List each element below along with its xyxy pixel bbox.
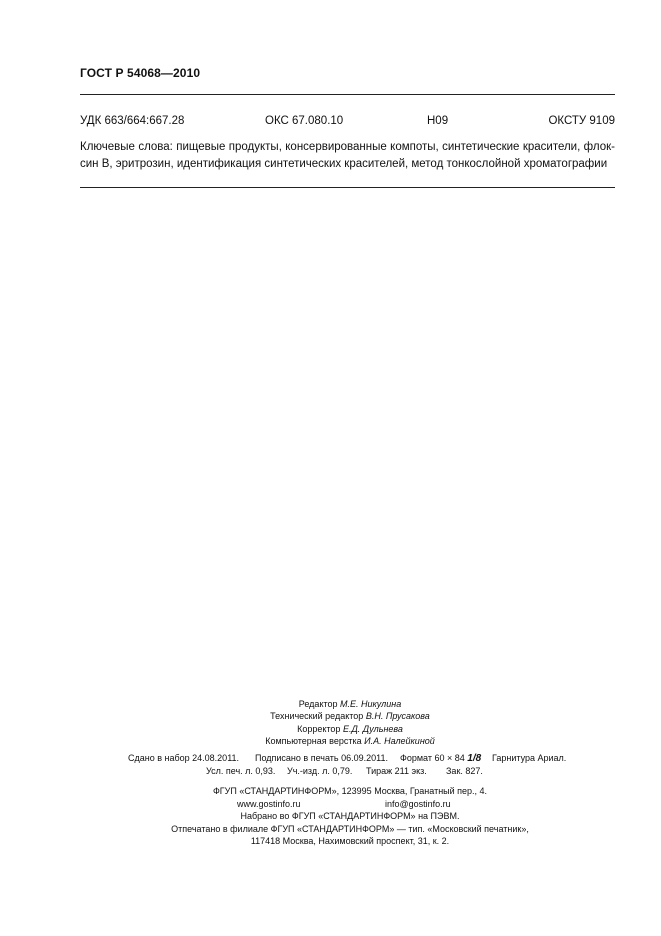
credit-role: Компьютерная верстка [265,735,362,746]
credit-role: Технический редактор [270,711,364,722]
sent-date: Сдано в набор 24.08.2011. [128,753,240,763]
publication-row-2 [80,765,615,778]
print-sheets: Усл. печ. л. 0,93. [206,766,276,776]
typeface: Гарнитура Ариал. [492,753,567,763]
credit-person: И.А. Налейкиной [364,735,435,746]
credit-role: Корректор [297,723,341,734]
credits-block [200,698,500,747]
group-code: Н09 [427,115,449,127]
credit-proofreader [200,723,500,735]
publisher-sheets: Уч.-изд. л. 0,79. [287,766,353,776]
credit-editor [200,698,500,710]
signed-date: Подписано в печать 06.09.2011. [255,753,388,763]
bottom-divider [80,187,615,188]
printer-address: ФГУП «СТАНДАРТИНФОРМ», 123995 Москва, Гранатный пер., 4. [212,786,488,796]
publication-info [80,752,615,778]
credit-person: В.Н. Прусакова [365,711,430,722]
oks-code: ОКС 67.080.10 [265,115,344,127]
format-prefix: Формат 60 × 84 [400,753,465,763]
printer-info [130,785,570,848]
printer-typeset: Набрано во ФГУП «СТАНДАРТИНФОРМ» на ПЭВМ. [240,811,460,821]
print-format [400,752,481,765]
credit-tech-editor [200,710,500,722]
keywords-line-1: Ключевые слова: пищевые продукты, консервированные компоты, синтетические красители, флок- [80,141,615,153]
credit-role: Редактор [298,699,338,709]
circulation: Тираж 211 экз. [366,766,427,776]
printer-website: www.gostinfo.ru [237,798,301,809]
order-number: Зак. 827. [446,766,483,776]
printer-email: info@gostinfo.ru [385,798,451,809]
keywords-line-2: син В, эритрозин, идентификация синтетических красителей, метод тонкослойной хроматографии [80,158,608,170]
okstu-code: ОКСТУ 9109 [548,115,615,127]
publication-row-1 [80,752,615,765]
keywords-block [80,139,615,173]
standard-code: ГОСТ Р 54068—2010 [80,66,201,80]
printer-contacts [130,798,570,811]
credit-layout [200,735,500,747]
top-divider [80,94,615,95]
printer-printed: Отпечатано в филиале ФГУП «СТАНДАРТИНФОРМ» — тип. «Московский печатник», [171,823,529,834]
udk-code: УДК 663/664:667.28 [80,115,185,127]
printer-branch-address: 117418 Москва, Нахимовский проспект, 31, к. 2. [250,836,450,846]
credit-person: М.Е. Никулина [340,699,402,709]
format-fraction: 1/8 [467,753,482,764]
credit-person: Е.Д. Дульнева [342,723,403,734]
